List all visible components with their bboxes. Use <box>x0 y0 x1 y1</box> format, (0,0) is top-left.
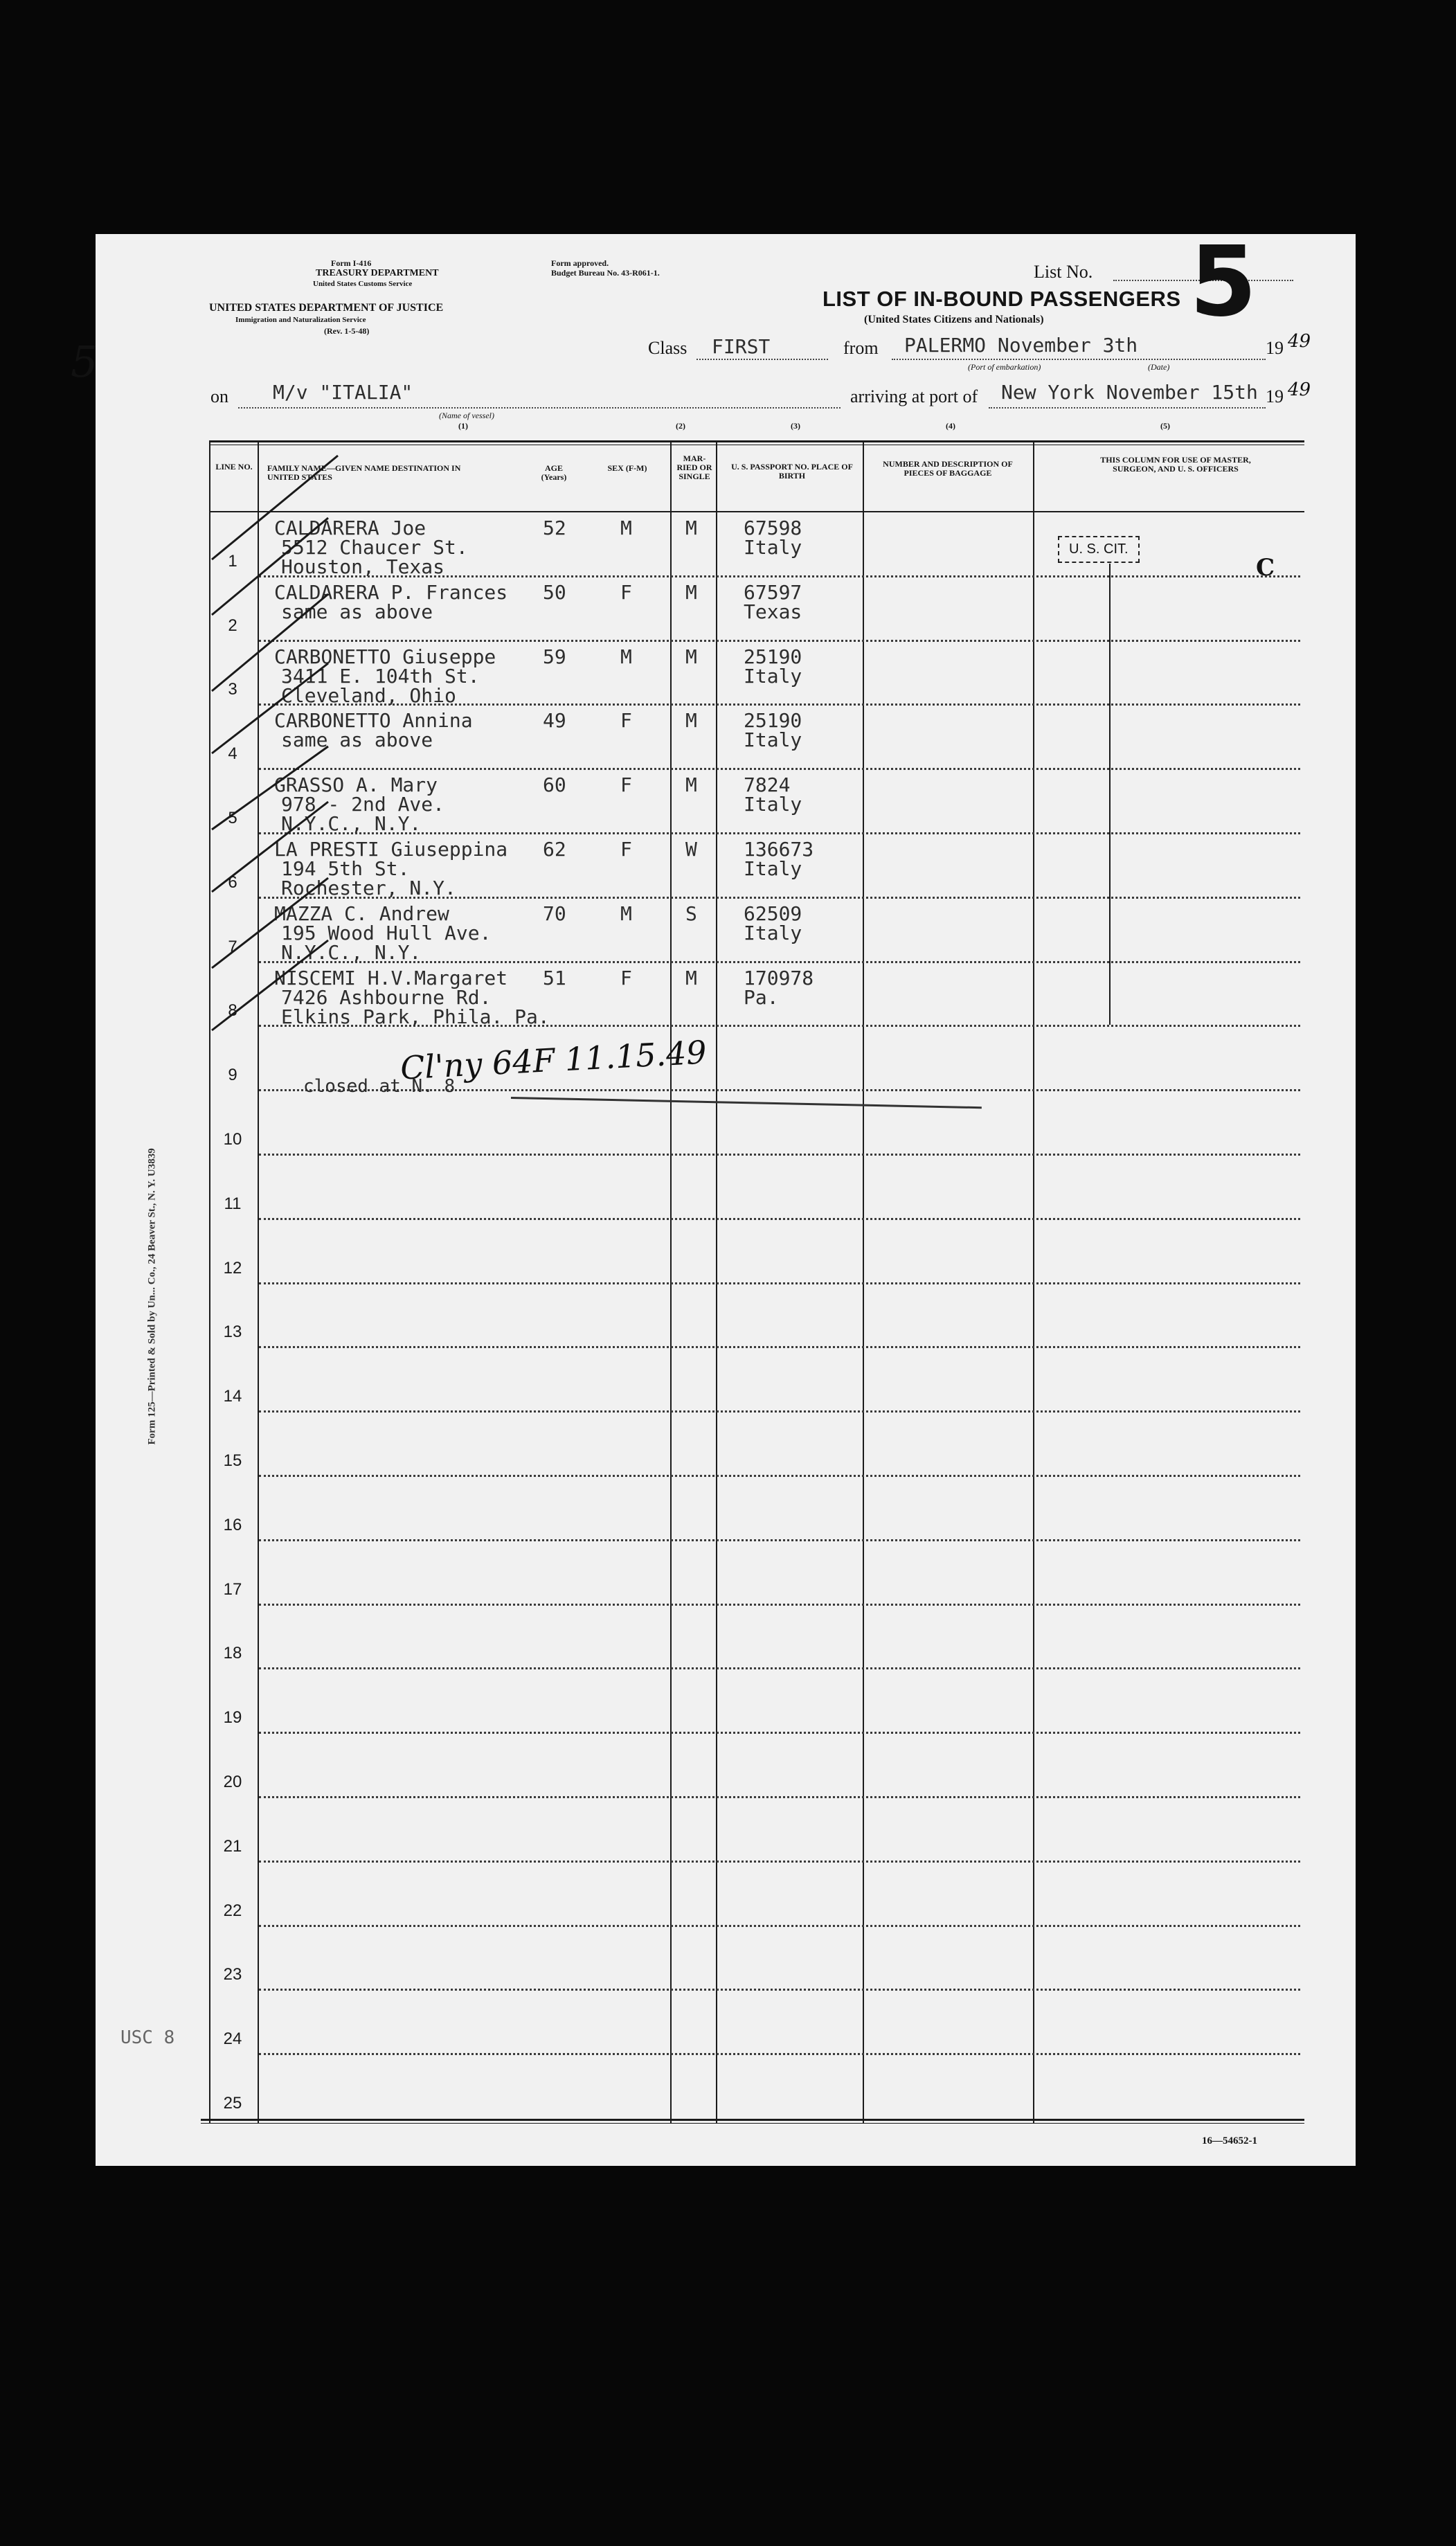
passenger-passport-number: 25190 <box>744 645 802 668</box>
row-rule <box>259 640 1300 642</box>
passenger-name: CALDARERA Joe <box>274 517 426 539</box>
checkmark-stroke <box>212 518 328 615</box>
row-number: 16 <box>223 1515 242 1534</box>
passenger-address-line1: 978 - 2nd Ave. <box>281 793 445 816</box>
col-header-age: AGE (Years) <box>541 463 567 482</box>
col-number-5: (5) <box>1160 421 1170 431</box>
margin-handwritten-number: 5 <box>71 337 98 387</box>
row-number: 12 <box>223 1258 242 1278</box>
form-number: Form I-416 <box>331 258 372 268</box>
passenger-address-line2: Elkins Park, Phila. Pa. <box>281 1005 550 1028</box>
passenger-age: 52 <box>543 517 566 539</box>
row-rule <box>259 1667 1300 1669</box>
col-header-passport: U. S. PASSPORT NO. PLACE OF BIRTH <box>731 462 853 481</box>
passenger-address-line1: 195 Wood Hull Ave. <box>281 921 492 944</box>
passenger-marital-status: S <box>685 902 697 925</box>
passenger-birthplace: Italy <box>744 664 802 688</box>
row-number: 4 <box>228 744 237 764</box>
passenger-address-line1: 5512 Chaucer St. <box>281 536 468 559</box>
row-number: 10 <box>223 1130 242 1149</box>
passenger-name: CARBONETTO Annina <box>274 709 473 733</box>
passenger-marital-status: M <box>685 517 697 539</box>
margin-stamp: USC 8 <box>120 2027 175 2048</box>
col-number-1-top: (1) <box>458 421 468 431</box>
row-rule <box>259 1604 1300 1606</box>
footer-code: 16—54652-1 <box>1202 2135 1257 2146</box>
passenger-address-line1: 194 5th St. <box>281 857 410 880</box>
revision: (Rev. 1-5-48) <box>324 326 370 336</box>
port-caption: (Port of embarkation) <box>968 362 1041 372</box>
passenger-sex: M <box>620 645 632 668</box>
passenger-sex: M <box>620 517 632 539</box>
table-bottom-rule-2 <box>201 2123 1304 2124</box>
page-title: LIST OF IN-BOUND PASSENGERS <box>823 287 1181 311</box>
checkmark-strokes <box>206 442 345 1106</box>
passenger-address-line1: same as above <box>281 600 433 623</box>
passenger-address-line2: N.Y.C., N.Y. <box>281 812 422 836</box>
side-print-text: Form 125—Printed & Sold by Un... Co., 24 Beaver St., N. Y. U3839 <box>146 1148 158 1445</box>
us-cit-stamp: U. S. CIT. <box>1058 536 1140 563</box>
passenger-age: 51 <box>543 966 566 989</box>
passenger-age: 59 <box>543 645 566 668</box>
class-label: Class <box>648 338 687 358</box>
passenger-address-line1: same as above <box>281 728 433 752</box>
passenger-passport-number: 170978 <box>744 966 814 989</box>
passenger-birthplace: Italy <box>744 793 802 816</box>
passenger-address-line2: Houston, Texas <box>281 555 445 578</box>
col-number-4: (4) <box>946 421 955 431</box>
arrival-dots <box>989 407 1266 409</box>
closing-handwritten-note: Cl'ny 64F 11.15.49 <box>399 1033 708 1087</box>
row-rule <box>259 1154 1300 1156</box>
passenger-age: 49 <box>543 709 566 733</box>
passenger-marital-status: M <box>685 645 697 668</box>
passenger-passport-number: 25190 <box>744 709 802 733</box>
class-dots <box>696 359 828 360</box>
passenger-age: 50 <box>543 580 566 604</box>
checkmark-stroke <box>212 802 328 892</box>
row-number: 8 <box>228 1001 237 1021</box>
passenger-address-line2: N.Y.C., N.Y. <box>281 940 422 964</box>
row-rule <box>259 1989 1300 1991</box>
manifest-page <box>71 226 1356 2166</box>
col-number-3: (3) <box>791 421 800 431</box>
arriving-label: arriving at port of <box>850 386 978 406</box>
class-value: FIRST <box>712 335 771 358</box>
checkmark-stroke <box>212 456 338 559</box>
passenger-name: CARBONETTO Giuseppe <box>274 645 496 668</box>
row-number: 14 <box>223 1387 242 1406</box>
passenger-passport-number: 136673 <box>744 838 814 861</box>
row-rule <box>259 1539 1300 1541</box>
passenger-passport-number: 67598 <box>744 517 802 539</box>
passenger-birthplace: Italy <box>744 536 802 559</box>
vessel-value: M/v "ITALIA" <box>273 381 413 404</box>
list-no-value: 5 <box>1189 226 1257 339</box>
passenger-marital-status: M <box>685 580 697 604</box>
passenger-sex: M <box>620 902 632 925</box>
row-rule <box>259 1410 1300 1413</box>
passenger-sex: F <box>620 580 632 604</box>
passenger-marital-status: M <box>685 966 697 989</box>
col-header-sex: SEX (F-M) <box>607 463 647 473</box>
row-number: 17 <box>223 1579 242 1599</box>
row-rule <box>259 1346 1300 1348</box>
on-label: on <box>210 386 228 406</box>
passenger-birthplace: Italy <box>744 857 802 880</box>
passenger-name: NISCEMI H.V.Margaret <box>274 966 508 989</box>
passenger-name: LA PRESTI Giuseppina <box>274 838 508 861</box>
passenger-name: GRASSO A. Mary <box>274 773 438 797</box>
row-number: 11 <box>224 1194 242 1213</box>
officer-bracket-line <box>1109 564 1111 1025</box>
passenger-address-line1: 3411 E. 104th St. <box>281 664 480 688</box>
passenger-address-line1: 7426 Ashbourne Rd. <box>281 985 492 1009</box>
col-header-baggage: NUMBER AND DESCRIPTION OF PIECES OF BAGGAGE <box>883 459 1013 478</box>
dept-customs: United States Customs Service <box>313 280 413 288</box>
col-header-officers: THIS COLUMN FOR USE OF MASTER, SURGEON, AND U. S. OFFICERS <box>1100 455 1251 474</box>
row-number: 2 <box>228 616 237 635</box>
passenger-marital-status: M <box>685 773 697 797</box>
checkmark-stroke <box>212 746 328 830</box>
from-value: PALERMO November 3th <box>904 334 1138 357</box>
passenger-name: MAZZA C. Andrew <box>274 902 449 925</box>
dept-justice: UNITED STATES DEPARTMENT OF JUSTICE <box>209 302 444 314</box>
passenger-sex: F <box>620 709 632 733</box>
table-top-rule <box>209 440 1304 442</box>
list-no-label: List No. <box>1034 262 1093 282</box>
passenger-age: 70 <box>543 902 566 925</box>
closing-pen-stroke <box>511 1097 982 1109</box>
row-rule <box>259 1475 1300 1477</box>
passenger-sex: F <box>620 838 632 861</box>
passenger-sex: F <box>620 773 632 797</box>
arrival-value: New York November 15th <box>1001 381 1258 404</box>
year-arrival: 49 <box>1288 379 1311 400</box>
col-header-line: LINE NO. <box>215 462 253 472</box>
row-rule <box>259 1925 1300 1927</box>
row-number: 23 <box>223 1965 242 1984</box>
passenger-birthplace: Pa. <box>744 985 779 1009</box>
passenger-sex: F <box>620 966 632 989</box>
row-rule <box>259 768 1300 770</box>
dept-ins: Immigration and Naturalization Service <box>235 316 366 324</box>
passenger-age: 62 <box>543 838 566 861</box>
passenger-passport-number: 62509 <box>744 902 802 925</box>
budget-bureau: Budget Bureau No. 43-R061-1. <box>551 268 660 278</box>
row-rule <box>259 1282 1300 1284</box>
passenger-birthplace: Italy <box>744 728 802 752</box>
row-number: 24 <box>223 2029 242 2049</box>
date-caption: (Date) <box>1148 362 1170 372</box>
row-number: 21 <box>223 1836 242 1856</box>
from-dots <box>892 359 1266 360</box>
row-rule <box>259 1732 1300 1734</box>
vessel-dots <box>238 407 841 409</box>
passenger-age: 60 <box>543 773 566 797</box>
passenger-marital-status: M <box>685 709 697 733</box>
row-number: 19 <box>223 1708 242 1728</box>
row-number: 7 <box>228 937 237 956</box>
officer-mark: C <box>1256 554 1275 582</box>
year-prefix-from: 19 <box>1266 338 1284 358</box>
form-approved: Form approved. <box>551 258 609 268</box>
vessel-caption: (Name of vessel) <box>439 411 494 420</box>
passenger-address-line2: Rochester, N.Y. <box>281 877 456 899</box>
row-rule <box>259 1218 1300 1220</box>
row-number: 25 <box>223 2094 242 2113</box>
row-number: 5 <box>228 809 237 827</box>
row-rule <box>259 1861 1300 1863</box>
passenger-birthplace: Texas <box>744 600 802 623</box>
row-number: 9 <box>228 1066 237 1085</box>
row-number: 3 <box>228 680 237 699</box>
row-number: 20 <box>223 1773 242 1791</box>
row-number: 22 <box>223 1901 242 1920</box>
row-number: 13 <box>223 1323 242 1342</box>
row-number: 15 <box>223 1451 242 1470</box>
table-bottom-rule <box>201 2119 1304 2121</box>
dept-treasury: TREASURY DEPARTMENT <box>316 268 439 278</box>
row-number: 1 <box>228 551 237 571</box>
year-prefix-arrival: 19 <box>1266 386 1284 406</box>
row-rule <box>259 2053 1300 2055</box>
passenger-address-line2: Cleveland, Ohio <box>281 683 456 707</box>
passenger-birthplace: Italy <box>744 921 802 944</box>
table-header-rule <box>209 511 1304 512</box>
col-header-name: FAMILY NAME—GIVEN NAME DESTINATION IN UNITED STATES <box>267 463 461 482</box>
row-rule <box>259 1796 1300 1798</box>
closing-typed-text: closed at N. 8 <box>303 1076 456 1097</box>
passenger-marital-status: W <box>685 838 697 861</box>
col-header-married: MAR-RIED OR SINGLE <box>676 454 712 481</box>
row-number: 18 <box>223 1644 242 1663</box>
passenger-passport-number: 67597 <box>744 580 802 604</box>
page-subtitle: (United States Citizens and Nationals) <box>864 314 1044 325</box>
passenger-name: CALDARERA P. Frances <box>274 580 508 604</box>
from-label: from <box>843 338 879 358</box>
col-number-2: (2) <box>676 421 685 431</box>
row-number: 6 <box>228 872 237 892</box>
passenger-passport-number: 7824 <box>744 773 791 797</box>
year-from: 49 <box>1288 331 1311 352</box>
